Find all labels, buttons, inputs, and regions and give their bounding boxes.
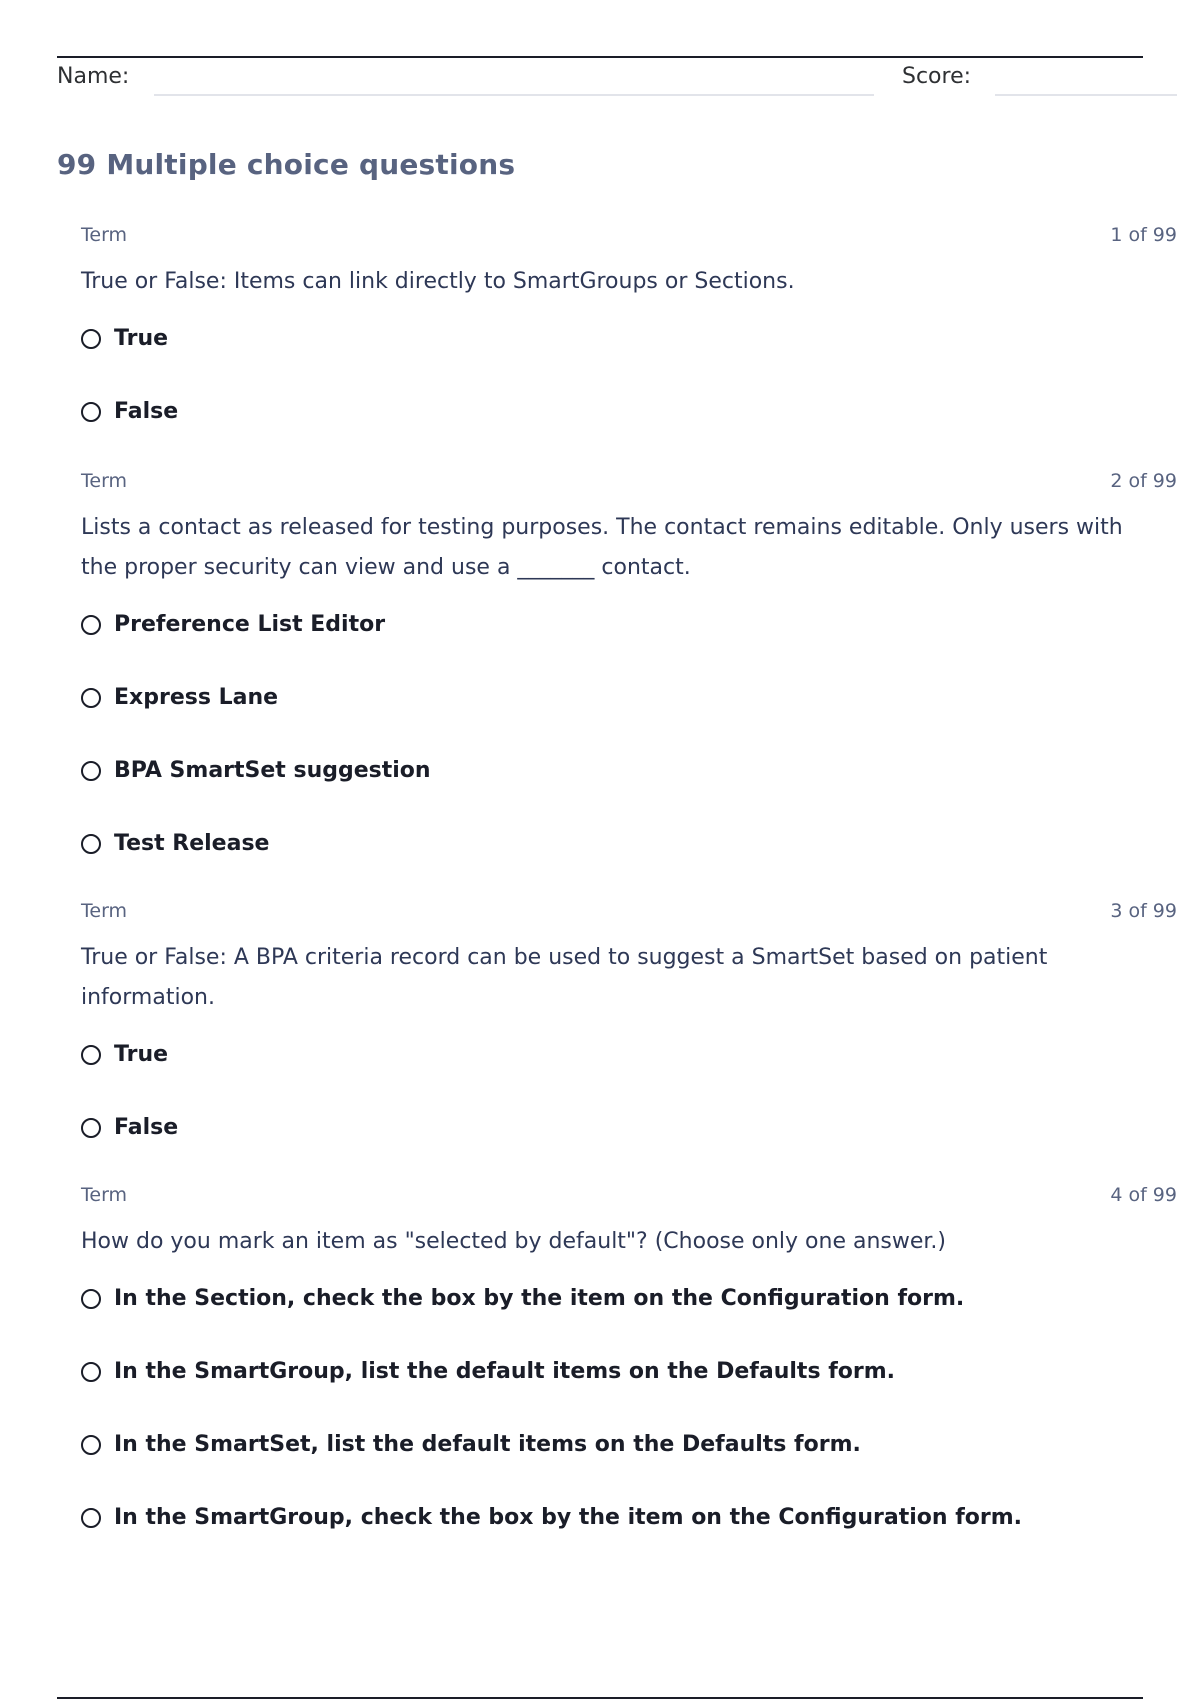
question-counter: 3 of 99: [1110, 900, 1177, 922]
question-prompt: True or False: Items can link directly to SmartGroups or Sections.: [81, 269, 795, 294]
options-list: [81, 1018, 1177, 1164]
question-prompt: How do you mark an item as "selected by default"? (Choose only one answer.): [81, 1229, 946, 1254]
radio-button[interactable]: [81, 761, 101, 781]
option-label: False: [114, 399, 179, 424]
radio-button[interactable]: [81, 402, 101, 422]
radio-button[interactable]: [81, 1289, 101, 1309]
question-4: [81, 1184, 1177, 1554]
question-counter: 1 of 99: [1110, 224, 1177, 246]
option-label: BPA SmartSet suggestion: [114, 758, 431, 783]
radio-button[interactable]: [81, 1508, 101, 1528]
option-label: In the SmartSet, list the default items on the Defaults form.: [114, 1432, 861, 1457]
question-header: [81, 1184, 1177, 1214]
radio-button[interactable]: [81, 1362, 101, 1382]
term-label: Term: [81, 900, 128, 922]
radio-button[interactable]: [81, 1435, 101, 1455]
option[interactable]: [81, 734, 1177, 807]
option-label: True: [114, 326, 169, 351]
score-label: Score:: [902, 64, 972, 89]
question-prompt: True or False: A BPA criteria record can be used to suggest a SmartSet based on patient information.: [81, 945, 1048, 1010]
question-counter: 4 of 99: [1110, 1184, 1177, 1206]
radio-button[interactable]: [81, 329, 101, 349]
question-2: [81, 470, 1177, 880]
question-prompt: Lists a contact as released for testing purposes. The contact remains editable. Only users with the proper security can view and use a _______ contact.: [81, 515, 1123, 580]
option-label: Preference List Editor: [114, 612, 386, 637]
options-list: [81, 1262, 1177, 1554]
option[interactable]: [81, 807, 1177, 880]
radio-button[interactable]: [81, 1118, 101, 1138]
term-label: Term: [81, 1184, 128, 1206]
option-label: In the SmartGroup, list the default items on the Defaults form.: [114, 1359, 896, 1384]
option-label: Test Release: [114, 831, 270, 856]
option[interactable]: [81, 661, 1177, 734]
radio-button[interactable]: [81, 688, 101, 708]
option[interactable]: [81, 1335, 1177, 1408]
option[interactable]: [81, 1481, 1177, 1554]
option[interactable]: [81, 302, 1177, 375]
question-1: [81, 224, 1177, 448]
term-label: Term: [81, 224, 128, 246]
name-field[interactable]: [154, 94, 874, 96]
option[interactable]: [81, 1091, 1177, 1164]
option-label: Express Lane: [114, 685, 279, 710]
question-3: [81, 900, 1177, 1164]
question-header: [81, 224, 1177, 254]
score-field[interactable]: [995, 94, 1177, 96]
radio-button[interactable]: [81, 1045, 101, 1065]
name-score-header: [57, 62, 1177, 102]
option[interactable]: [81, 1262, 1177, 1335]
radio-button[interactable]: [81, 834, 101, 854]
section-title: 99 Multiple choice questions: [57, 148, 516, 181]
option[interactable]: [81, 375, 1177, 448]
option[interactable]: [81, 588, 1177, 661]
option[interactable]: [81, 1018, 1177, 1091]
radio-button[interactable]: [81, 615, 101, 635]
option-label: True: [114, 1042, 169, 1067]
option-label: In the Section, check the box by the item on the Configuration form.: [114, 1286, 965, 1311]
top-rule: [57, 56, 1143, 58]
question-counter: 2 of 99: [1110, 470, 1177, 492]
option-label: False: [114, 1115, 179, 1140]
name-label: Name:: [57, 64, 130, 89]
term-label: Term: [81, 470, 128, 492]
question-header: [81, 900, 1177, 930]
options-list: [81, 588, 1177, 880]
option[interactable]: [81, 1408, 1177, 1481]
option-label: In the SmartGroup, check the box by the item on the Configuration form.: [114, 1505, 1023, 1530]
bottom-rule: [57, 1697, 1143, 1699]
options-list: [81, 302, 1177, 448]
question-header: [81, 470, 1177, 500]
